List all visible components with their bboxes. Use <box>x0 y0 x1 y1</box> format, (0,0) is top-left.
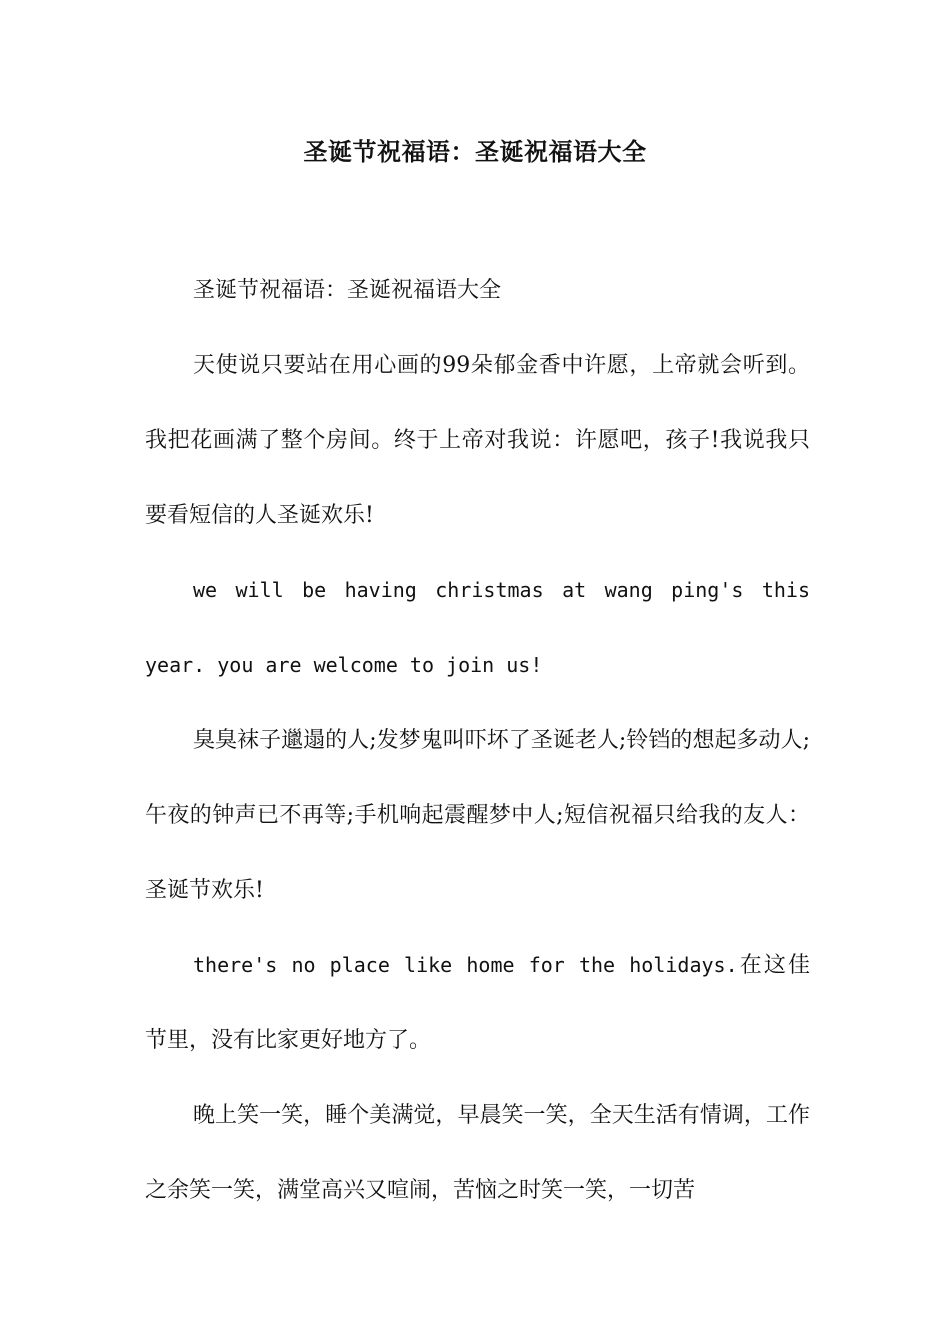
paragraph-home-holidays <box>145 928 810 1078</box>
document-body <box>145 253 810 1228</box>
paragraph-smile: 晚上笑一笑，睡个美满觉，早晨笑一笑，全天生活有情调，工作之余笑一笑，满堂高兴又喧闹，苦恼之时笑一笑，一切苦 <box>145 1103 810 1203</box>
home-holidays-chinese: 在这佳节里，没有比家更好地方了。 <box>145 953 810 1053</box>
paragraph-english-invite: we will be having christmas at wang ping's this year. you are welcome to join us! <box>145 578 810 677</box>
paragraph-angel-wish: 天使说只要站在用心画的99朵郁金香中许愿，上帝就会听到。我把花画满了整个房间。终于上帝对我说：许愿吧，孩子!我说我只要看短信的人圣诞欢乐! <box>145 353 810 528</box>
paragraph-subtitle: 圣诞节祝福语：圣诞祝福语大全 <box>193 278 502 303</box>
home-holidays-english: there's no place like home for the holidays. <box>193 953 738 977</box>
paragraph-socks-poem: 臭臭袜子邋遢的人;发梦鬼叫吓坏了圣诞老人;铃铛的想起多动人;午夜的钟声已不再等;手机响起震醒梦中人;短信祝福只给我的友人：圣诞节欢乐! <box>145 728 810 903</box>
document-title: 圣诞节祝福语：圣诞祝福语大全 <box>303 137 647 166</box>
